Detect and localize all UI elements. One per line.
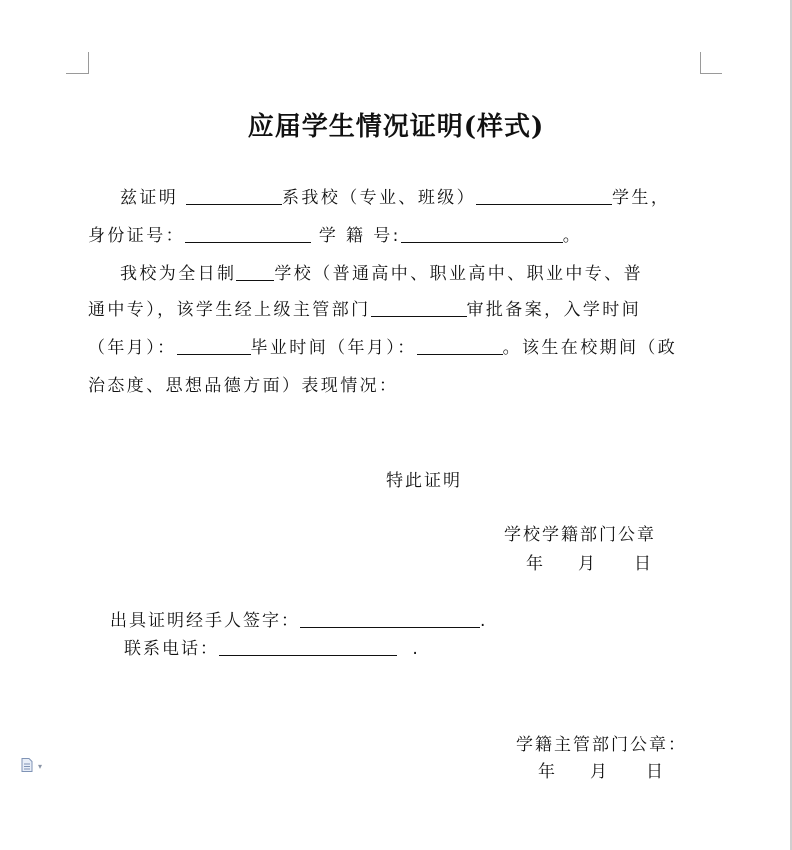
text-fulltime: 我校为全日制 [120,264,237,284]
crop-mark-top-left-h [66,73,88,74]
text-performance: 。该生在校期间（政 [502,338,678,358]
special-proof: 特此证明 [386,471,462,491]
para2-line1 [120,262,643,286]
text-id-number: 身份证号： [88,226,185,246]
para2-line3 [88,336,677,360]
signatory-line [110,606,487,631]
school-type-blank[interactable] [236,262,274,281]
text-attitude: 治态度、思想品德方面）表现情况： [88,376,399,396]
para2-line4 [88,374,398,398]
document-title: 应届学生情况证明(样式) [247,112,545,142]
school-seal-label: 学校学籍部门公章 [504,525,656,545]
student-name-blank[interactable] [186,186,282,205]
text-certify: 兹证明 [120,188,187,208]
text-year-month: （年月）： [88,338,177,358]
registry-seal-year: 年 [538,762,557,782]
crop-mark-top-right [700,52,701,74]
school-seal-day: 日 [634,554,653,574]
signatory-label: 出具证明经手人签字： [110,611,300,631]
registry-seal-month: 月 [590,762,609,782]
text-grad-time: 毕业时间（年月）： [250,338,417,358]
enroll-date-blank[interactable] [177,336,251,355]
phone-blank[interactable] [219,637,397,656]
text-approval: 通中专），该学生经上级主管部门 [88,300,371,320]
text-enroll-time: 审批备案，入学时间 [466,300,642,320]
signatory-blank[interactable] [300,609,480,628]
text-student-number: 学 籍 号: [318,226,401,246]
para1-line1 [120,186,670,210]
crop-mark-top-left [88,52,89,74]
signatory-end: . [480,611,488,631]
caret-down-icon[interactable]: ▾ [38,762,43,771]
document-icon[interactable] [21,758,33,772]
school-seal-month: 月 [578,554,597,574]
text-period: 。 [562,226,583,246]
text-student: 学生， [612,188,671,208]
contact-label: 联系电话： [124,639,219,659]
department-blank[interactable] [371,298,467,317]
registry-seal-label: 学籍主管部门公章： [516,735,687,755]
para2-line2 [88,298,641,322]
major-class-blank[interactable] [476,186,612,205]
school-seal-date [526,549,653,574]
registry-seal-date [538,757,665,782]
text-school-types: 学校（普通高中、职业高中、职业中专、普 [274,264,644,284]
school-seal-year: 年 [526,554,545,574]
registry-seal-day: 日 [646,762,665,782]
text-class: 系我校（专业、班级） [282,188,477,208]
id-number-blank[interactable] [185,224,311,243]
grad-date-blank[interactable] [417,336,503,355]
student-number-blank[interactable] [401,224,563,243]
contact-line [124,634,420,659]
crop-mark-top-right-h [700,73,722,74]
para1-line2 [88,224,582,248]
contact-end: . [412,639,420,659]
